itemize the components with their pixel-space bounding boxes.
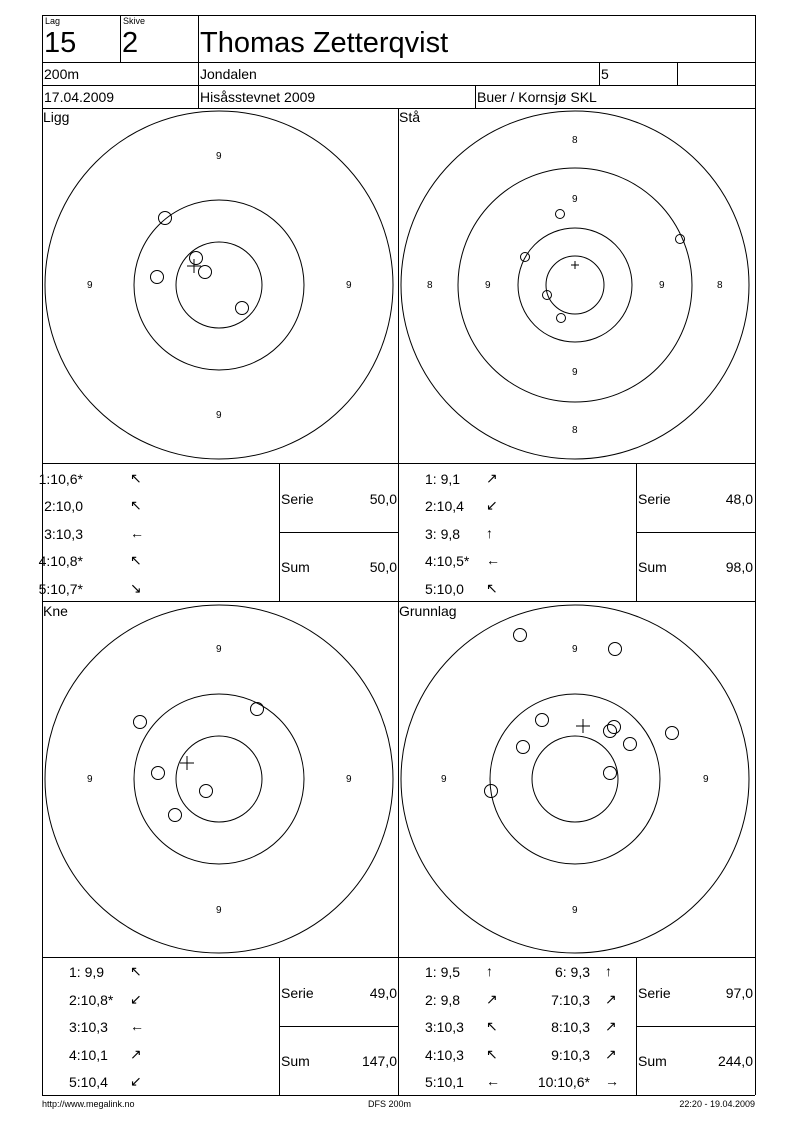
shot-score: 3:10,3 [69,1019,108,1035]
ring-label: 9 [346,280,352,291]
ring-label: 8 [572,425,578,436]
shot-direction-icon: ↗ [486,991,498,1007]
shot-direction-icon: ↗ [605,1018,617,1034]
sum-value: 98,0 [725,559,753,575]
ring-label: 9 [703,774,709,785]
shot-direction-icon: ← [486,1073,500,1089]
panel-title-ligg: Ligg [43,109,70,125]
serie-label: Serie [281,491,314,507]
shot-score: 4:10,5* [425,553,470,569]
shot-direction-icon: ↖ [130,497,142,513]
serie-label: Serie [638,491,671,507]
shot-hole [604,725,617,738]
footer-timestamp: 22:20 - 19.04.2009 [679,1099,755,1109]
shot-hole [514,629,527,642]
skive-value: 2 [122,27,139,59]
footer-url[interactable]: http://www.megalink.no [42,1099,135,1109]
shot-direction-icon: ↙ [130,1073,142,1089]
ring-label: 9 [87,280,93,291]
shot-direction-icon: ↑ [486,963,493,979]
shot-direction-icon: ↗ [130,1046,142,1062]
shot-score: 5:10,1 [425,1074,464,1090]
sum-value: 244,0 [717,1053,753,1069]
shot-direction-icon: ↙ [486,497,498,513]
shot-direction-icon: ↑ [486,525,493,541]
shot-hole [609,643,622,656]
ring-label: 9 [216,151,222,162]
sum-label: Sum [281,559,310,575]
shot-direction-icon: ↖ [130,552,142,568]
sum-value: 147,0 [361,1053,397,1069]
ring-label: 9 [441,774,447,785]
shot-hole [604,767,617,780]
shot-direction-icon: ↖ [130,470,142,486]
shot-score: 5:10,0 [425,581,464,597]
club: Jondalen [200,66,257,82]
sum-label: Sum [638,1053,667,1069]
ring-label: 9 [572,644,578,655]
serie-value: 48,0 [725,491,753,507]
shot-hole [517,741,530,754]
ring-label: 9 [659,280,665,291]
shot-score: 4:10,1 [69,1047,108,1063]
sum-label: Sum [638,559,667,575]
serie-value: 49,0 [369,985,397,1001]
shot-score: 5:10,7* [38,581,83,597]
shot-hole [608,721,621,734]
serie-label: Serie [281,985,314,1001]
lag-label: Lag [45,16,61,26]
shot-direction-icon: ↗ [486,470,498,486]
ring-label: 8 [427,280,433,291]
ring-label: 9 [485,280,491,291]
shot-hole [666,727,679,740]
ring-label: 9 [216,905,222,916]
shot-score: 7:10,3 [551,992,590,1008]
ring-grunnlag-outer [401,605,749,953]
shot-score: 1: 9,9 [69,964,105,980]
shot-score: 4:10,3 [425,1047,464,1063]
panel-title-grunnlag: Grunnlag [399,603,457,619]
shot-direction-icon: ↖ [486,1018,498,1034]
shot-score: 4:10,8* [38,553,83,569]
sum-label: Sum [281,1053,310,1069]
shot-hole [624,738,637,751]
shot-score: 1: 9,5 [425,964,461,980]
ring-label: 9 [572,905,578,916]
shooter-name: Thomas Zetterqvist [200,27,449,59]
shot-direction-icon: → [605,1073,619,1089]
date: 17.04.2009 [44,89,115,105]
panel-title-kne: Kne [43,603,68,619]
serie-value: 97,0 [725,985,753,1001]
shot-direction-icon: ↑ [605,963,612,979]
shot-score: 10:10,6* [537,1074,590,1090]
shot-direction-icon: ↘ [130,580,142,596]
shot-hole [536,714,549,727]
ring-label: 9 [216,644,222,655]
shot-score: 8:10,3 [551,1019,590,1035]
event: Hisåsstevnet 2009 [200,89,316,105]
shot-score: 2:10,4 [425,498,464,514]
shot-score: 3: 9,8 [425,526,461,542]
shot-score: 1: 9,1 [425,471,461,487]
ring-label: 8 [572,135,578,146]
lag-value: 15 [44,27,77,59]
shot-score: 2:10,8* [69,992,114,1008]
shot-direction-icon: ← [130,525,144,541]
shot-direction-icon: ↖ [486,1046,498,1062]
ring-grunnlag-inner [532,736,618,822]
shot-direction-icon: ↙ [130,991,142,1007]
shot-score: 1:10,6* [38,471,83,487]
ring-label: 8 [717,280,723,291]
footer-program: DFS 200m [368,1099,412,1109]
ring-label: 9 [216,410,222,421]
distance: 200m [44,66,80,82]
shot-score: 2: 9,8 [425,992,461,1008]
ring-label: 9 [346,774,352,785]
serie-value: 50,0 [369,491,397,507]
shot-score: 6: 9,3 [554,964,590,980]
ring-label: 9 [572,367,578,378]
shot-score: 3:10,3 [44,526,83,542]
shot-score: 2:10,0 [44,498,83,514]
shot-direction-icon: ↖ [130,963,142,979]
shot-direction-icon: ↗ [605,1046,617,1062]
shot-score: 5:10,4 [69,1074,108,1090]
shot-direction-icon: ← [130,1018,144,1034]
ring-label: 9 [572,194,578,205]
skive-label: Skive [123,16,146,26]
panel-title-sta: Stå [399,109,421,125]
shot-score: 3:10,3 [425,1019,464,1035]
location: Buer / Kornsjø SKL [477,89,597,105]
ring-label: 9 [87,774,93,785]
sum-value: 50,0 [369,559,397,575]
shot-direction-icon: ← [486,552,500,568]
shot-score: 9:10,3 [551,1047,590,1063]
mean-point-cross [576,719,590,733]
serie-label: Serie [638,985,671,1001]
ring-grunnlag-middle [490,694,660,864]
shot-direction-icon: ↗ [605,991,617,1007]
shot-direction-icon: ↖ [486,580,498,596]
class: 5 [601,66,609,82]
